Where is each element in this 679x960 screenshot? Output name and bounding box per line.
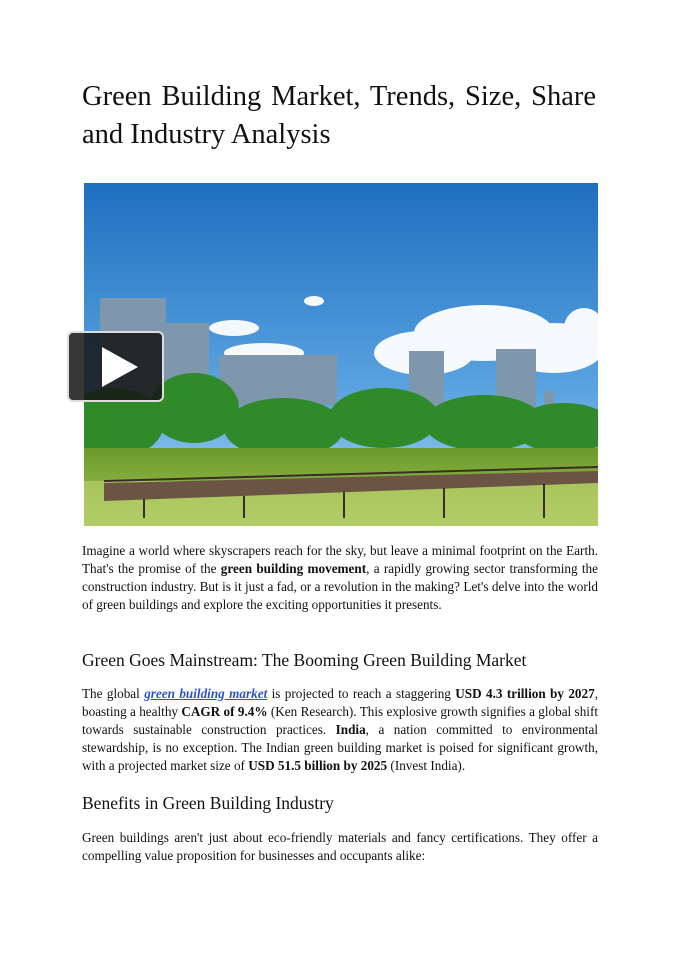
text: , boasting a healthy (82, 686, 599, 719)
page-title: Green Building Market, Trends, Size, Share and Industry Analysis (82, 81, 596, 150)
text: (Invest India). (387, 758, 466, 773)
bold-text: USD 51.5 billion by 2025 (248, 758, 388, 773)
text: , a nation committed to environmental stewardship, is no exception. The Indian green building market is poised for significant growth, with a projected market size of (82, 722, 598, 773)
market-paragraph (82, 685, 598, 775)
text: is projected to reach a staggering (267, 686, 456, 701)
green-building-market-link[interactable]: green building market (144, 686, 268, 701)
video-play-button[interactable] (67, 331, 164, 402)
text: (Ken Research). This explosive growth signifies a global shift towards sustainable construction practices. (82, 704, 599, 737)
intro-paragraph (82, 542, 598, 614)
benefits-paragraph: Green buildings aren't just about eco-friendly materials and fancy certifications. They offer a compelling value proposition for businesses and occupants alike: (82, 830, 598, 863)
bold-text: green building movement (220, 561, 367, 576)
section-heading-benefits: Benefits in Green Building Industry (82, 793, 334, 813)
section-heading-market: Green Goes Mainstream: The Booming Green Building Market (82, 650, 527, 670)
bold-text: USD 4.3 trillion by 2027 (455, 686, 595, 701)
play-icon (102, 347, 138, 387)
bold-text: CAGR of 9.4% (181, 704, 268, 719)
text: The global (82, 686, 145, 701)
bold-text: India (335, 722, 366, 737)
text: , a rapidly growing sector transforming the construction industry. But is it just a fad, or a revolution in the making? Let's delve into the world of green buildings and explore the exciting opportunities it presents. (82, 561, 598, 612)
text: Imagine a world where skyscrapers reach for the sky, but leave a minimal footprint on the Earth. That's the promise of the (82, 543, 598, 576)
